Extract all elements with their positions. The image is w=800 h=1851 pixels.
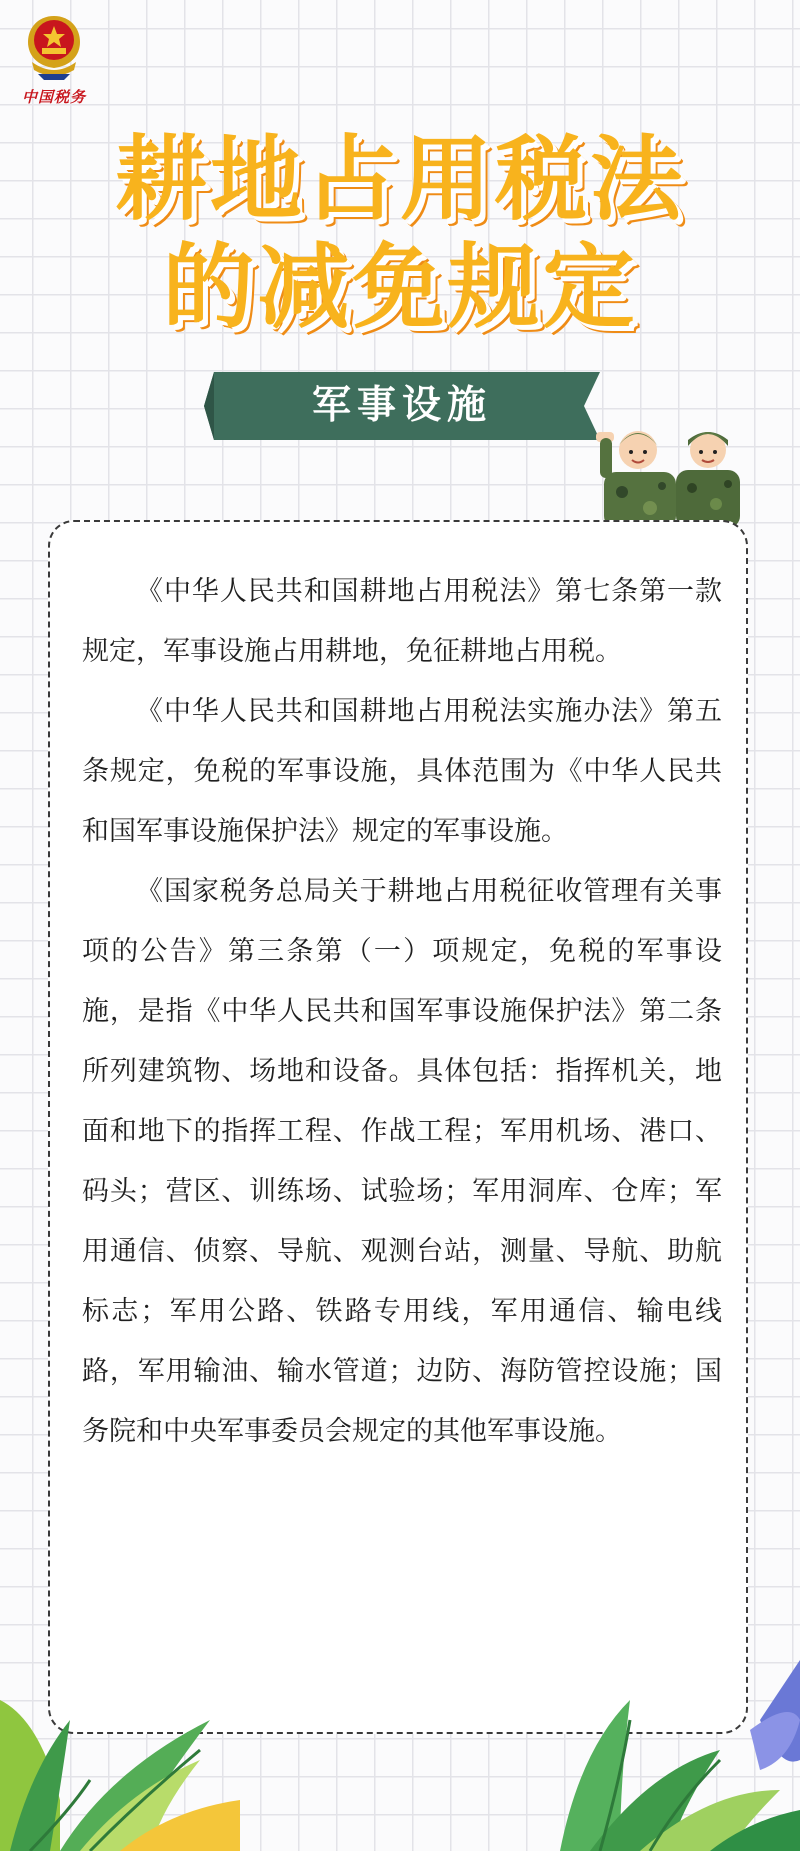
paragraph-1: 《中华人民共和国耕地占用税法》第七条第一款规定，军事设施占用耕地，免征耕地占用税。 [82,576,722,667]
page-title-line1: 耕地占用税法 [114,126,685,233]
leaves-right-icon [560,1660,800,1851]
section-ribbon [204,372,600,440]
page-title-line2: 的减免规定 [162,234,638,341]
logo-text: 中国税务 [21,88,86,106]
content-card [48,520,748,1734]
tax-logo [14,10,94,110]
content-body [82,562,722,1462]
national-tax-emblem-icon [24,12,84,82]
leaves-left-icon [0,1660,240,1851]
paragraph-3: 《国家税务总局关于耕地占用税征收管理有关事项的公告》第三条第（一）项规定，免税的军事设施，是指《中华人民共和国军事设施保护法》第二条所列建筑物、场地和设备。具体包括：指挥机关，地面和地下的指挥工程、作战工程；军用机场、港口、码头；营区、训练场、试验场；军用洞库、仓库；军用通信、侦察、导航、观测台站，测量、导航、助航标志；军用公路、铁路专用线，军用通信、输电线路，军用输油、输水管道；边防、海防管控设施；国务院和中央军事委员会规定的其他军事设施。 [82,876,722,1447]
section-ribbon-label: 军事设施 [311,383,492,428]
saluting-soldiers-icon [592,408,752,528]
paragraph-2: 《中华人民共和国耕地占用税法实施办法》第五条规定，免税的军事设施，具体范围为《中华人民共和国军事设施保护法》规定的军事设施。 [82,696,722,847]
